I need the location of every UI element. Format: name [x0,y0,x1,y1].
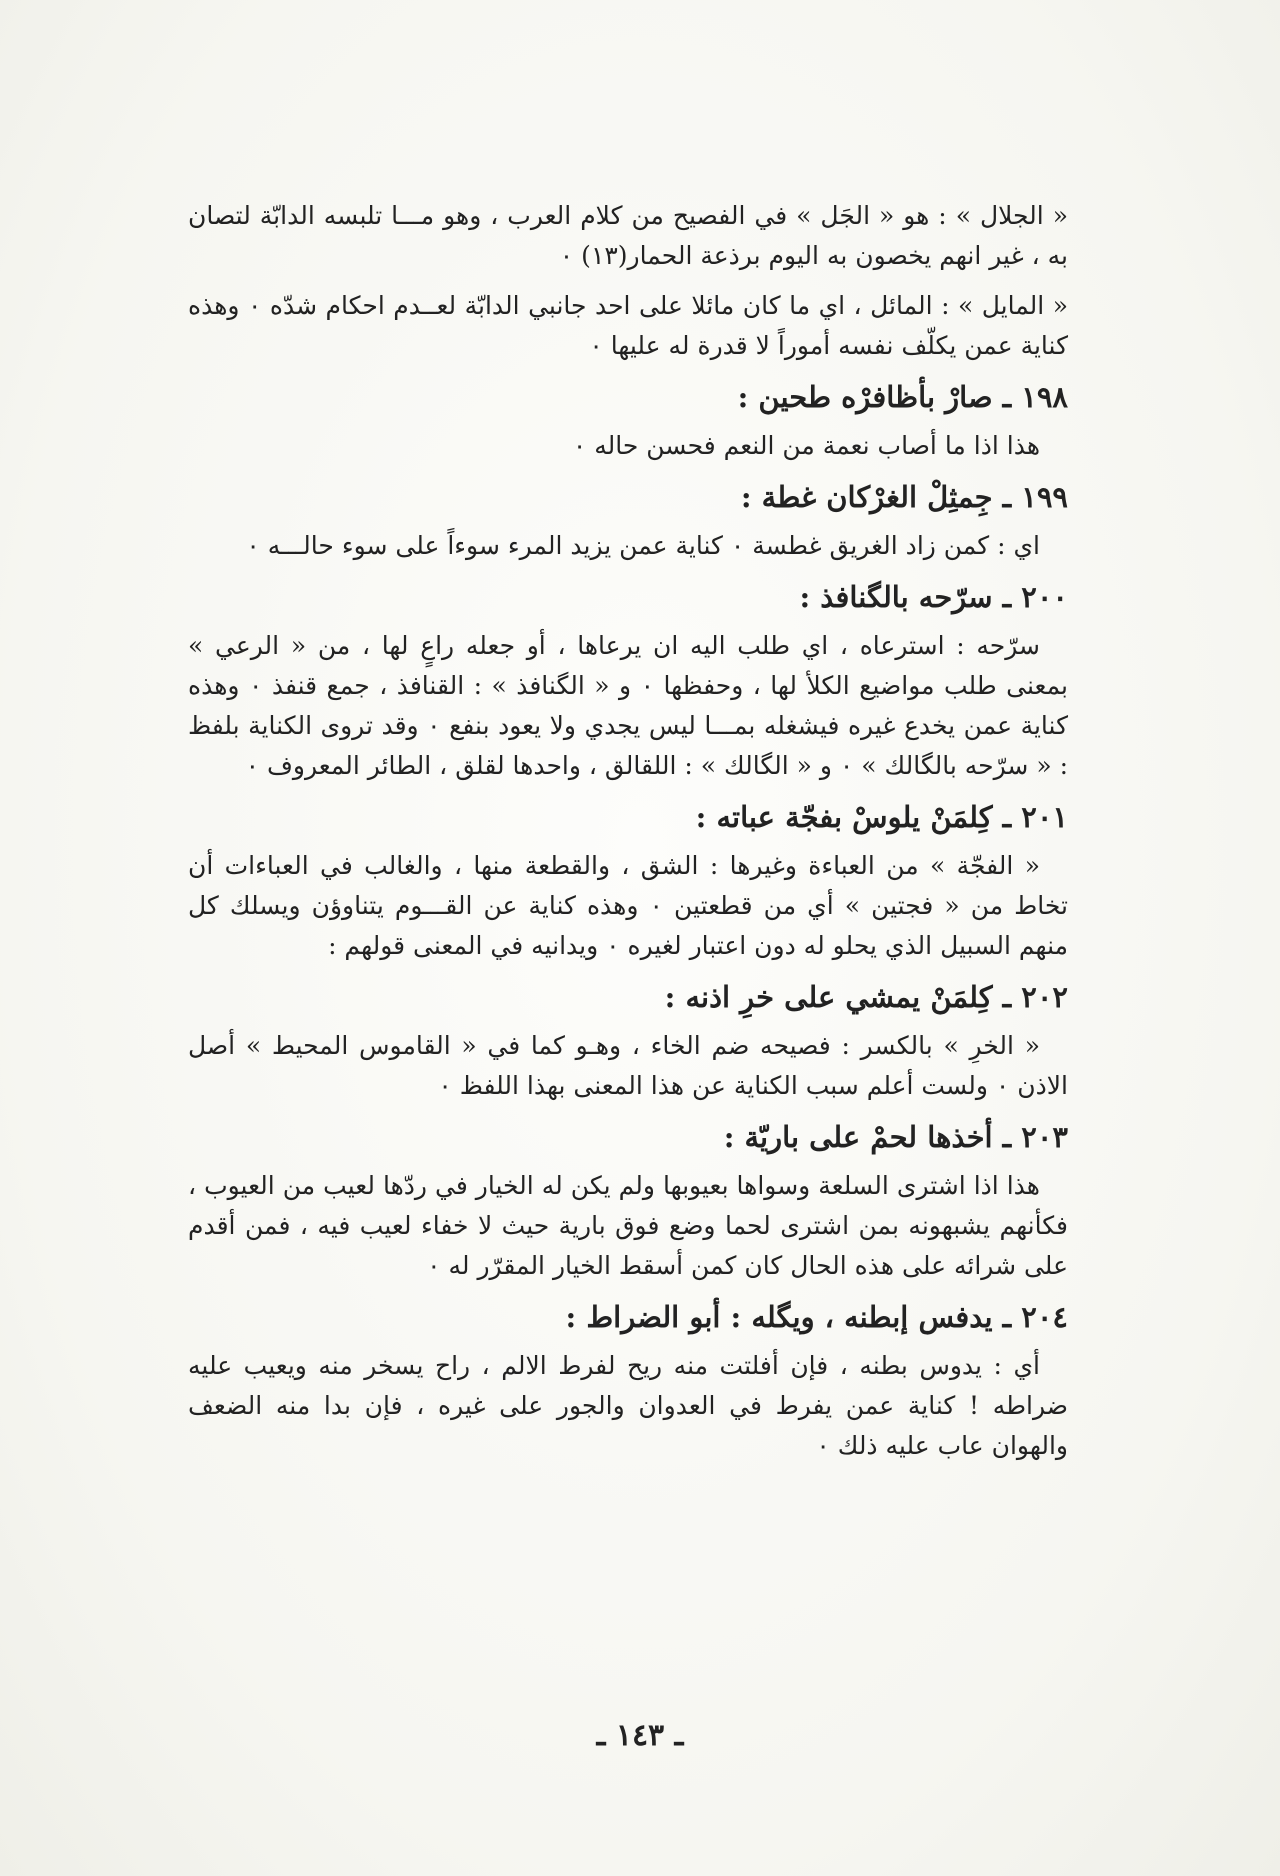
entry-body: هذا اذا اشترى السلعة وسواها بعيوبها ولم يكن له الخيار في ردّها لعيب من العيوب ، فكأنهم يشبهونه بمن اشترى لحما وضع فوق بارية حيث لا خفاء لعيب فيه ، فمن أقدم على شرائه على هذه الحال كان كمن أسقط الخيار المقرّر له ٠ [188,1171,1068,1280]
entry-body: « الفجّة » من العباءة وغيرها : الشق ، والقطعة منها ، والغالب في العباءات أن تخاط من « فجتين » أي من قطعتين ٠ وهذه كناية عن القـــوم يتناوؤن ويسلك كل منهم السبيل الذي يحلو له دون اعتبار لغيره ٠ ويدانيه في المعنى قولهم : [188,851,1069,960]
entry-body: سرّحه : استرعاه ، اي طلب اليه ان يرعاها ، أو جعله راعٍ لها ، من « الرعي » بمعنى طلب مواضيع الكلأ لها ، وحفظها ٠ و « الگنافذ » : القنافذ ، جمع قنفذ ٠ وهذه كناية عمن يخدع غيره فيشغله بمـــا ليس يجدي ولا يعود بنفع ٠ وقد تروى الكناية بلفظ : « سرّحه بالگالك » ٠ و « الگالك » : اللقالق ، واحدها لقلق ، الطائر المعروف ٠ [188,631,1068,780]
entry-body: هذا اذا ما أصاب نعمة من النعم فحسن حاله ٠ [572,431,1040,460]
page-number: ـ ١٤٣ ـ [596,1718,684,1753]
entry-title: ٢٠١ ـ كِلمَنْ يلوسْ بفجّة عباته : [695,800,1068,834]
entry-title: ١٩٩ ـ جِمثِلْ الغرْكان غطة : [740,480,1068,514]
entry-body: اي : كمن زاد الغريق غطسة ٠ كناية عمن يزيد المرء سوءاً على سوء حالـــه ٠ [246,531,1040,560]
entry-body: « الخرِ » بالكسر : فصيحه ضم الخاء ، وهـو كما في « القاموس المحيط » أصل الاذن ٠ ولست أعلم سبب الكناية عن هذا المعنى بهذا اللفظ ٠ [188,1031,1068,1100]
entry-title: ١٩٨ ـ صارْ بأظافرْه طحين : [737,380,1068,414]
entry-title: ٢٠٠ ـ سرّحه بالگنافذ : [799,580,1068,614]
entry-body: أي : يدوس بطنه ، فإن أفلتت منه ريح لفرط الالم ، راح يسخر منه ويعيب عليه ضراطه ! كناية عمن يفرط في العدوان والجور على غيره ، فإن بدا منه الضعف والهوان عاب عليه ذلك ٠ [188,1351,1068,1460]
intro-paragraph: « الجلال » : هو « الجَل » في الفصيح من كلام العرب ، وهو مـــا تلبسه الدابّة لتصان به ، غير انهم يخصون به اليوم برذعة الحمار(١٣) ٠ [188,201,1068,270]
page-text [188,196,1068,1476]
entry-title: ٢٠٤ ـ يدفس إبطنه ، ويگله : أبو الضراط : [565,1300,1068,1334]
entry-title: ٢٠٢ ـ كِلمَنْ يمشي على خرِ اذنه : [664,980,1068,1014]
entry-title: ٢٠٣ ـ أخذها لحمْ على باريّة : [723,1120,1068,1154]
intro-paragraph: « المايل » : المائل ، اي ما كان مائلا على احد جانبي الدابّة لعــدم احكام شدّه ٠ وهذه كناية عمن يكلّف نفسه أموراً لا قدرة له عليها ٠ [188,291,1068,360]
